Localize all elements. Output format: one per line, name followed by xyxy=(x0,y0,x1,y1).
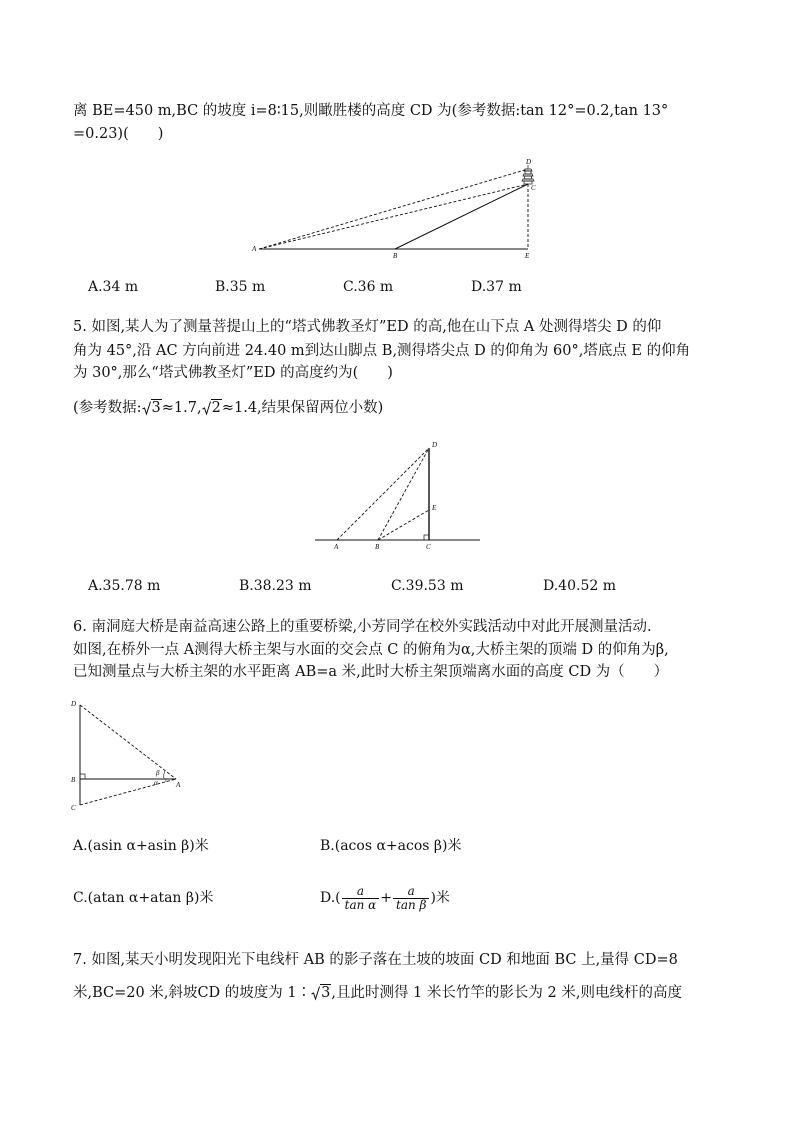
q5-label-b: B xyxy=(375,543,380,551)
fraction-numerator: a xyxy=(393,885,429,899)
fraction xyxy=(342,885,380,912)
q5-ref-radicand1: 3 xyxy=(151,400,161,416)
q4-text-line1: 离 BE=450 m,BC 的坡度 i=8∶15,则瞰胜楼的高度 CD 为(参考数据:tan 12°=0.2,tan 13° xyxy=(73,103,669,119)
q5-label-e: E xyxy=(432,504,437,512)
q5-text-line3: 为 30°,那么“塔式佛教圣灯”ED 的高度约为( ) xyxy=(73,365,393,381)
q6-optd-prefix: D.( xyxy=(320,890,341,906)
q4-text-line2: =0.23)( ) xyxy=(73,126,164,142)
q5-label-d: D xyxy=(432,441,438,449)
q5-option-c[interactable]: C.39.53 m xyxy=(391,578,464,594)
q6-label-alpha: α xyxy=(154,779,158,787)
q6-label-beta: β xyxy=(156,769,160,777)
q4-label-b: B xyxy=(393,252,398,260)
q5-option-d[interactable]: D.40.52 m xyxy=(543,578,616,594)
fraction-denominator: tan β xyxy=(396,897,427,912)
q6-label-c: C xyxy=(71,804,76,812)
q6-text-line2: 如图,在桥外一点 A测得大桥主架与水面的交会点 C 的俯角为α,大桥主架的顶端 D 的仰角为β, xyxy=(73,642,669,658)
q5-ref-radicand2: 2 xyxy=(211,400,221,416)
q6-text-line1: 6. 南洞庭大桥是南益高速公路上的重要桥梁,小芳同学在校外实践活动中对此开展测量活动. xyxy=(73,619,652,635)
q4-option-c[interactable]: C.36 m xyxy=(343,279,394,295)
q5-label-c: C xyxy=(426,543,431,551)
q6-option-a[interactable]: A.(asin α+asin β)米 xyxy=(73,838,209,854)
q7-text-line1: 7. 如图,某天小明发现阳光下电线杆 AB 的影子落在土坡的坡面 CD 和地面 BC 上,量得 CD=8 xyxy=(73,952,678,968)
q5-option-a[interactable]: A.35.78 m xyxy=(88,578,161,594)
q4-label-a: A xyxy=(252,245,257,253)
q4-label-c: C xyxy=(531,184,536,192)
q6-figure xyxy=(68,698,188,813)
sqrt2-symbol xyxy=(202,398,222,418)
q5-ref-suffix: ≈1.4,结果保留两位小数) xyxy=(221,400,384,416)
q5-ref-mid: ≈1.7, xyxy=(161,400,202,416)
q5-text-line2: 角为 45°,沿 AC 方向前进 24.40 m到达山脚点 B,测得塔尖点 D 的仰角为 60°,塔底点 E 的仰角 xyxy=(73,343,691,359)
q7-line2-b: ,且此时测得 1 米长竹竿的影长为 2 米,则电线杆的高度 xyxy=(331,985,682,1001)
q7-text-line2 xyxy=(73,983,682,1003)
q6-option-d[interactable] xyxy=(320,883,450,913)
sqrt3-symbol xyxy=(142,398,162,418)
q7-line2-a: 米,BC=20 米,斜坡CD 的坡度为 1∶ xyxy=(73,985,312,1001)
q4-option-b[interactable]: B.35 m xyxy=(215,279,266,295)
fraction-numerator: a xyxy=(342,885,380,899)
fraction-denominator: tan α xyxy=(344,897,377,912)
q4-option-a[interactable]: A.34 m xyxy=(88,279,139,295)
q5-reference-data xyxy=(73,398,383,418)
fraction xyxy=(393,885,429,912)
q6-label-b: B xyxy=(71,776,76,784)
q5-label-a: A xyxy=(334,543,339,551)
q6-option-c[interactable]: C.(atan α+atan β)米 xyxy=(73,890,214,906)
q4-label-d: D xyxy=(526,158,532,166)
q4-figure xyxy=(250,155,550,265)
q5-figure xyxy=(310,437,485,555)
q5-option-b[interactable]: B.38.23 m xyxy=(239,578,312,594)
q6-label-d: D xyxy=(71,700,77,708)
q4-option-d[interactable]: D.37 m xyxy=(471,279,522,295)
q4-label-e: E xyxy=(525,252,530,260)
q6-label-a: A xyxy=(176,781,181,789)
q6-text-line3: 已知测量点与大桥主架的水平距离 AB=a 米,此时大桥主架顶端离水面的高度 CD 为（ ） xyxy=(73,664,669,680)
sqrt3-symbol xyxy=(311,983,331,1003)
q5-ref-prefix: (参考数据: xyxy=(73,400,142,416)
q6-optd-plus: + xyxy=(380,890,392,906)
q6-option-b[interactable]: B.(acos α+acos β)米 xyxy=(320,838,462,854)
tower-icon xyxy=(522,165,534,184)
q6-optd-suffix: )米 xyxy=(430,890,450,906)
q7-radicand: 3 xyxy=(321,985,331,1001)
q5-text-line1: 5. 如图,某人为了测量菩提山上的“塔式佛教圣灯”ED 的高,他在山下点 A 处测得塔尖 D 的仰 xyxy=(73,319,662,335)
